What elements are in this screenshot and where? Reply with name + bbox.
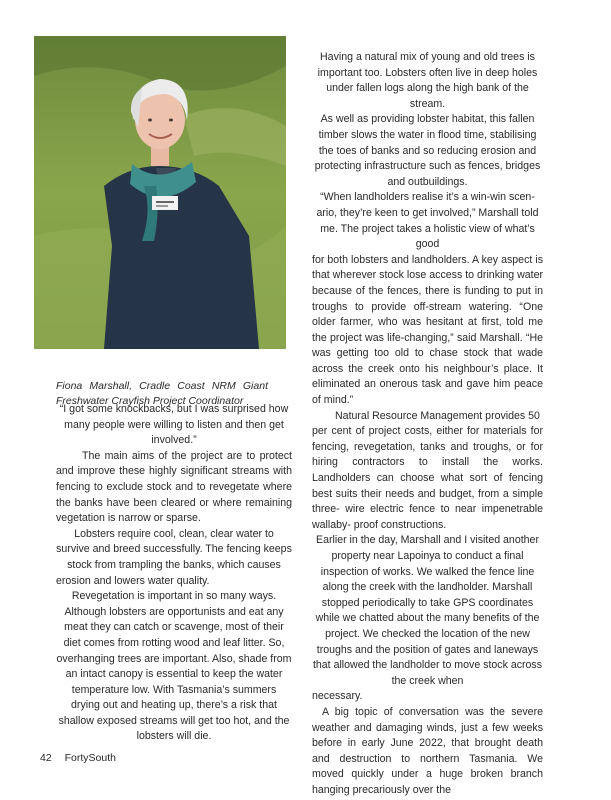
right-paragraph: Earlier in the day, Marshall and I visited another property near Lapoinya to conduct a final inspection of works. We walked the fence line along the creek with the landholder. Marshall stopped periodically to take GPS coordinates while we chatted about the many benefits of the project. We checked the location of the new troughs and the position of gates and laneways that allowed the landholder to move stock across the creek when [312,534,543,687]
right-paragraph: per cent of project costs, either for materials for fencing, revegetation, tanks and troughs, or for hiring contractors to install the works. Landholders can choose what sort of fencing best suits their needs and budget, from a simple three- wire electric fence to near impenetrable wallaby- proof constructions. [312,425,543,531]
left-paragraph: Lobsters require cool, clean, clear water to survive and breed successfully. The fencing keeps stock from trampling the banks, which causes [56,527,292,571]
page-footer [40,752,116,764]
left-paragraph: The main aims of the project are to protect and improve these highly significant streams with fencing to exclude stock and to revegetate where the banks have been cleared or where remaining vegetation is narrow or sparse. [56,449,292,525]
left-column [56,402,292,745]
left-paragraph: “I got some knockbacks, but I was surprised how many people were willing to listen and then get involved.” [59,403,289,447]
right-paragraph: Natural Resource Management provides 50 [335,409,540,422]
page-number: 42 [40,752,52,764]
right-paragraph: “When landholders realise it’s a win-win scen- ario, they’re keen to get involved,” Marshall told me. The project takes a holistic view of what’s good [316,191,539,251]
magazine-title: FortySouth [64,752,116,764]
photo-caption: Fiona Marshall, Cradle Coast NRM Giant Freshwater Crayfish Project Coordinator [56,379,268,407]
right-paragraph: for both lobsters and landholders. A key aspect is that wherever stock lose access to drinking water because of the fences, there is funding to put in troughs to provide off-stream watering. “One older farmer, who was hesitant at first, told me the project was life-changing,” said Marshall. “He was getting too old to chase stock that wade across the creek onto his neighbour’s place. It eliminated an onerous task and gave him peace of mind.” [312,253,543,407]
right-column [312,50,543,799]
right-paragraph: As well as providing lobster habitat, this fallen timber slows the water in flood time, stabilising the toes of banks and so reducing erosion and protecting infrastructure such as fences, bridges and outbuildings. [314,113,541,188]
portrait-photo [34,36,286,349]
right-paragraph: Having a natural mix of young and old trees is important too. Lobsters often live in deep holes under fallen logs along the high bank of the stream. [317,51,538,110]
left-paragraph: erosion and lowers water quality. [56,574,210,587]
right-paragraph: necessary. [312,690,363,703]
left-paragraph: Revegetation is important in so many ways. Although lobsters are opportunists and eat any meat they can catch or scavenge, most of their diet comes from rotting wood and leaf litter. So, overhanging trees are important. Also, shade from an intact canopy is essential to keep the water temperature low. With Tasmania’s summers drying out and heating up, there’s a risk that shallow exposed streams will get too hot, and the lobsters will die. [56,590,292,743]
right-paragraph: A big topic of conversation was the severe weather and damaging winds, just a few weeks before in early June 2022, that brought death and destruction to northern Tasmania. We moved quickly under a huge broken branch hanging precariously over the [312,705,543,796]
portrait-photo-icon [34,36,286,349]
